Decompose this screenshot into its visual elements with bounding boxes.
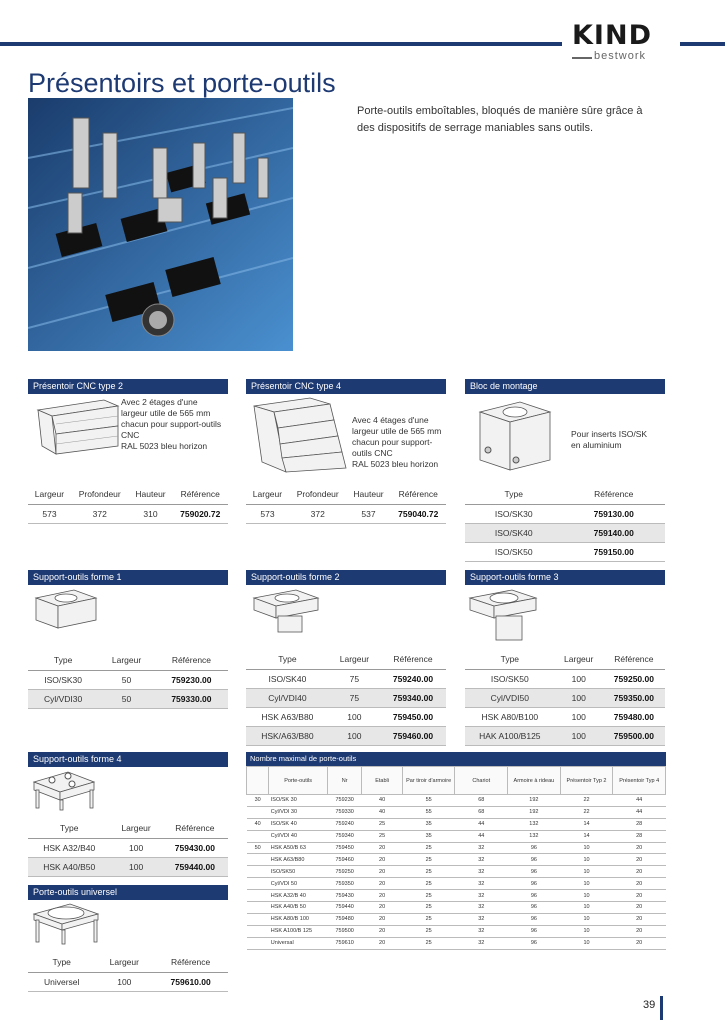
bloc-montage-drawing (476, 398, 556, 474)
col-header: Référence (153, 952, 228, 973)
max-table-cell: 25 (402, 878, 455, 890)
col-header: Armoire à rideau (508, 767, 561, 795)
cell-largeur: 100 (555, 708, 603, 727)
max-table-cell: ISO/SK 40 (269, 818, 328, 830)
brand-underline (572, 57, 592, 59)
cell-reference: 759150.00 (562, 543, 665, 562)
max-table-cell: 759500 (327, 925, 361, 937)
max-table-cell: 28 (613, 830, 666, 842)
max-table-cell (247, 937, 269, 949)
max-table-row (247, 818, 666, 830)
max-table-cell: 32 (455, 842, 508, 854)
max-table-cell: 10 (560, 913, 613, 925)
max-table-cell: 20 (613, 937, 666, 949)
table-row (246, 727, 446, 746)
max-table-cell: 32 (455, 878, 508, 890)
max-table-cell: 96 (508, 878, 561, 890)
max-table-cell: 20 (362, 878, 402, 890)
max-table-row (247, 842, 666, 854)
max-table-cell: 96 (508, 842, 561, 854)
max-table-cell: 40 (247, 818, 269, 830)
col-header: Largeur (329, 649, 380, 670)
max-table-cell: 759430 (327, 890, 361, 902)
max-table-cell: 10 (560, 842, 613, 854)
max-table-cell: ISO/SK50 (269, 866, 328, 878)
cnc-type-4-description (352, 415, 448, 470)
cell-type: ISO/SK40 (246, 670, 329, 689)
cell-largeur: 100 (555, 670, 603, 689)
porte-outils-universel-drawing (32, 902, 102, 946)
max-table-cell: 20 (613, 913, 666, 925)
col-header: Profondeur (289, 484, 347, 505)
bloc-montage-description (571, 429, 661, 451)
max-table-cell: 10 (560, 902, 613, 914)
max-table-cell: 192 (508, 806, 561, 818)
section-cnc-type-2 (28, 379, 228, 394)
table-row (465, 689, 665, 708)
max-table-row (247, 937, 666, 949)
cell-type: HSK/A63/B80 (246, 727, 329, 746)
max-table-cell: 10 (560, 866, 613, 878)
cell-largeur: 100 (555, 727, 603, 746)
max-table-cell: 25 (402, 925, 455, 937)
max-table-cell: 759450 (327, 842, 361, 854)
max-table-row (247, 795, 666, 807)
max-table-cell: 759250 (327, 866, 361, 878)
cell-largeur: 75 (329, 689, 380, 708)
cnc-type-4-drawing (250, 396, 350, 476)
section-title: Porte-outils universel (28, 885, 228, 900)
cell-reference: 759250.00 (603, 670, 665, 689)
cnc-type-2-drawing (34, 396, 122, 456)
cell-reference: 759430.00 (162, 839, 228, 858)
cell-reference: 759240.00 (380, 670, 446, 689)
col-header: Référence (380, 649, 446, 670)
max-table-cell: 25 (402, 913, 455, 925)
max-table-cell (247, 866, 269, 878)
max-table-row (247, 830, 666, 842)
cell-largeur: 573 (246, 505, 289, 524)
desc-line: Avec 4 étages d'une (352, 415, 429, 425)
page-number-bar (660, 996, 663, 1020)
max-table-cell: 10 (560, 925, 613, 937)
max-table-cell: Universal (269, 937, 328, 949)
max-table-row (247, 806, 666, 818)
page-title: Présentoirs et porte-outils (28, 68, 336, 98)
max-table-row (247, 902, 666, 914)
col-header: Type (465, 484, 562, 505)
col-header: Largeur (246, 484, 289, 505)
table-row (465, 727, 665, 746)
brand-tagline: bestwork (594, 50, 647, 62)
max-table-cell: 759230 (327, 795, 361, 807)
max-table-cell: 32 (455, 866, 508, 878)
intro-text: Porte-outils emboîtables, bloqués de manière sûre grâce à des dispositifs de serrage maniables sans outils. (357, 105, 643, 134)
desc-line: Avec 2 étages d'une (121, 397, 198, 407)
max-table-cell: 96 (508, 854, 561, 866)
max-table-cell: 759480 (327, 913, 361, 925)
max-table-cell: 44 (455, 818, 508, 830)
hero-photo-tool-display (28, 98, 293, 351)
max-table-cell: 20 (362, 842, 402, 854)
table-row (465, 670, 665, 689)
section-title: Bloc de montage (465, 379, 665, 394)
table-row (465, 524, 665, 543)
max-table-cell: HSK A63/B80 (269, 854, 328, 866)
cell-type: Universel (28, 973, 95, 992)
max-table-row (247, 854, 666, 866)
max-table-row (247, 925, 666, 937)
max-table-cell: 25 (402, 854, 455, 866)
cell-reference: 759350.00 (603, 689, 665, 708)
max-table-cell: 32 (455, 890, 508, 902)
cnc-type-4-table (246, 484, 446, 524)
table-row (28, 690, 228, 709)
cell-type: ISO/SK40 (465, 524, 562, 543)
max-table-cell: 10 (560, 937, 613, 949)
cell-reference: 759040.72 (391, 505, 446, 524)
col-header: Chariot (455, 767, 508, 795)
section-support-forme-1 (28, 570, 228, 585)
max-table-cell: HSK A80/B 100 (269, 913, 328, 925)
section-support-forme-2 (246, 570, 446, 585)
cell-reference: 759130.00 (562, 505, 665, 524)
max-table-row (247, 878, 666, 890)
table-row (246, 708, 446, 727)
max-table-cell (247, 925, 269, 937)
cell-type: HSK A63/B80 (246, 708, 329, 727)
section-title: Présentoir CNC type 4 (246, 379, 446, 394)
max-table-cell: 35 (402, 818, 455, 830)
max-table-cell: 759240 (327, 818, 361, 830)
desc-line: largeur utile de 565 mm (121, 408, 211, 418)
max-table-cell: 20 (362, 902, 402, 914)
cnc-type-2-table (28, 484, 228, 524)
max-table-cell: 96 (508, 866, 561, 878)
max-table-cell: 25 (402, 937, 455, 949)
table-row (28, 839, 228, 858)
cell-largeur: 75 (329, 670, 380, 689)
col-header: Porte-outils (269, 767, 328, 795)
bloc-montage-table (465, 484, 665, 562)
cell-reference: 759340.00 (380, 689, 446, 708)
col-header: Type (28, 818, 110, 839)
desc-line: CNC (121, 430, 140, 440)
cell-reference: 759230.00 (155, 671, 228, 690)
table-row (465, 543, 665, 562)
max-table-cell (247, 830, 269, 842)
col-header: Référence (173, 484, 228, 505)
section-title: Support-outils forme 1 (28, 570, 228, 585)
max-table-cell: 759610 (327, 937, 361, 949)
max-table-row (247, 913, 666, 925)
max-table-cell: 20 (613, 902, 666, 914)
max-table-cell: 50 (247, 842, 269, 854)
max-table-cell: 44 (613, 806, 666, 818)
col-header (247, 767, 269, 795)
max-table-cell: 20 (362, 890, 402, 902)
desc-line: en aluminium (571, 440, 622, 450)
max-table-cell: 28 (613, 818, 666, 830)
cell-reference: 759330.00 (155, 690, 228, 709)
max-table-cell: 20 (613, 866, 666, 878)
max-table-cell: 132 (508, 830, 561, 842)
cell-largeur: 50 (98, 671, 155, 690)
col-header: Type (28, 952, 95, 973)
max-table-cell: 20 (362, 866, 402, 878)
max-table-cell: 30 (247, 795, 269, 807)
cell-type: HAK A100/B125 (465, 727, 555, 746)
max-table-cell: 10 (560, 890, 613, 902)
max-table-cell: 25 (362, 818, 402, 830)
cell-type: ISO/SK30 (465, 505, 562, 524)
cell-profondeur: 372 (71, 505, 129, 524)
max-table-cell: 22 (560, 806, 613, 818)
support-forme-1-drawing (34, 588, 98, 632)
cell-type: Cyl/VDI30 (28, 690, 98, 709)
page-number: 39 (643, 999, 656, 1011)
cell-largeur: 100 (110, 858, 161, 877)
max-table-cell: 25 (402, 866, 455, 878)
col-header: Par tiroir d'armoire (402, 767, 455, 795)
cell-largeur: 100 (329, 727, 380, 746)
max-table-cell: 32 (455, 925, 508, 937)
col-header: Profondeur (71, 484, 129, 505)
max-table-cell: 32 (455, 854, 508, 866)
col-header: Nr (327, 767, 361, 795)
max-table-row (247, 866, 666, 878)
max-table-cell: 68 (455, 795, 508, 807)
max-table-cell: 44 (455, 830, 508, 842)
col-header: Etabli (362, 767, 402, 795)
desc-line: chacun pour support- (352, 437, 433, 447)
col-header: Hauteur (347, 484, 391, 505)
cell-type: HSK A80/B100 (465, 708, 555, 727)
max-table-cell (247, 806, 269, 818)
section-bloc-montage (465, 379, 665, 394)
cell-hauteur: 537 (347, 505, 391, 524)
cnc-type-2-description (121, 397, 229, 452)
table-row (465, 708, 665, 727)
brand-logo (562, 20, 680, 62)
cell-type: ISO/SK50 (465, 670, 555, 689)
col-header: Largeur (98, 650, 155, 671)
max-table-cell: 25 (402, 842, 455, 854)
desc-line: RAL 5023 bleu horizon (352, 459, 439, 469)
max-table-cell: HSK A100/B 125 (269, 925, 328, 937)
max-table-cell: 10 (560, 878, 613, 890)
support-forme-2-table (246, 649, 446, 746)
support-forme-1-table (28, 650, 228, 709)
desc-line: Pour inserts ISO/SK (571, 429, 648, 439)
cell-type: HSK A40/B50 (28, 858, 110, 877)
max-table-cell: HSK A40/B 50 (269, 902, 328, 914)
col-header: Référence (562, 484, 665, 505)
cell-hauteur: 310 (129, 505, 173, 524)
col-header: Présentoir Typ 2 (560, 767, 613, 795)
max-table-cell: 20 (613, 842, 666, 854)
max-table-cell: 14 (560, 818, 613, 830)
cell-largeur: 50 (98, 690, 155, 709)
cell-reference: 759610.00 (153, 973, 228, 992)
col-header: Référence (155, 650, 228, 671)
max-table-cell: 96 (508, 913, 561, 925)
max-table-cell: 40 (362, 795, 402, 807)
max-table-cell: 32 (455, 937, 508, 949)
col-header: Référence (162, 818, 228, 839)
cell-largeur: 100 (110, 839, 161, 858)
max-table-cell: 20 (613, 925, 666, 937)
cell-reference: 759020.72 (173, 505, 228, 524)
max-table-cell: 132 (508, 818, 561, 830)
max-table-cell: 20 (613, 890, 666, 902)
max-table-cell: Cyl/VDI 40 (269, 830, 328, 842)
desc-line: largeur utile de 565 mm (352, 426, 442, 436)
section-title: Présentoir CNC type 2 (28, 379, 228, 394)
table-row (28, 973, 228, 992)
max-table-cell: 192 (508, 795, 561, 807)
section-title: Support-outils forme 2 (246, 570, 446, 585)
cell-type: HSK A32/B40 (28, 839, 110, 858)
max-table-cell: 20 (362, 925, 402, 937)
max-table-cell: 96 (508, 937, 561, 949)
max-table-cell: 10 (560, 854, 613, 866)
desc-line: chacun pour support-outils (121, 419, 222, 429)
desc-line: outils CNC (352, 448, 393, 458)
cell-largeur: 573 (28, 505, 71, 524)
support-forme-4-table (28, 818, 228, 877)
max-table-cell: HSK A32/B 40 (269, 890, 328, 902)
max-table-cell: 759440 (327, 902, 361, 914)
max-table-cell: ISO/SK 30 (269, 795, 328, 807)
section-title: Support-outils forme 3 (465, 570, 665, 585)
cell-reference: 759460.00 (380, 727, 446, 746)
col-header: Hauteur (129, 484, 173, 505)
cell-reference: 759500.00 (603, 727, 665, 746)
col-header: Largeur (28, 484, 71, 505)
table-row (465, 505, 665, 524)
cell-type: ISO/SK50 (465, 543, 562, 562)
max-table-cell: 25 (402, 902, 455, 914)
max-table-cell: 32 (455, 913, 508, 925)
col-header: Référence (603, 649, 665, 670)
brand-name: KIND (572, 20, 652, 51)
max-table-cell: 25 (362, 830, 402, 842)
max-table-cell: 40 (362, 806, 402, 818)
max-table-row (247, 890, 666, 902)
col-header: Largeur (110, 818, 161, 839)
max-table-cell: 96 (508, 890, 561, 902)
max-table-cell: 44 (613, 795, 666, 807)
max-porte-outils-table (246, 766, 666, 950)
section-cnc-type-4 (246, 379, 446, 394)
col-header: Type (246, 649, 329, 670)
max-table-cell: 55 (402, 795, 455, 807)
support-forme-4-drawing (32, 770, 96, 812)
max-table-cell: 96 (508, 925, 561, 937)
section-porte-outils-universel (28, 885, 228, 900)
max-table-cell: 759330 (327, 806, 361, 818)
max-table-cell: 20 (362, 854, 402, 866)
max-table-cell (247, 902, 269, 914)
desc-line: RAL 5023 bleu horizon (121, 441, 208, 451)
table-row (28, 858, 228, 877)
max-table-cell: 20 (362, 937, 402, 949)
max-table-cell (247, 913, 269, 925)
cell-type: Cyl/VDI50 (465, 689, 555, 708)
table-row (28, 671, 228, 690)
table-row (246, 689, 446, 708)
max-table-cell: 22 (560, 795, 613, 807)
col-header: Présentoir Typ 4 (613, 767, 666, 795)
cell-largeur: 100 (95, 973, 153, 992)
cell-reference: 759480.00 (603, 708, 665, 727)
max-table-cell (247, 854, 269, 866)
cell-largeur: 100 (555, 689, 603, 708)
cell-type: Cyl/VDI40 (246, 689, 329, 708)
table-row (246, 670, 446, 689)
max-table-cell: 68 (455, 806, 508, 818)
max-table-cell: 25 (402, 890, 455, 902)
max-table-cell: 35 (402, 830, 455, 842)
max-table-cell: 759460 (327, 854, 361, 866)
max-table-title: Nombre maximal de porte-outils (246, 752, 666, 766)
section-support-forme-4 (28, 752, 228, 767)
porte-outils-universel-table (28, 952, 228, 992)
section-support-forme-3 (465, 570, 665, 585)
max-table-header-row (247, 767, 666, 795)
cell-reference: 759140.00 (562, 524, 665, 543)
max-table-cell: 32 (455, 902, 508, 914)
max-table-cell (247, 878, 269, 890)
max-table-cell: 55 (402, 806, 455, 818)
max-table-cell: HSK A50/B 63 (269, 842, 328, 854)
max-table-cell (247, 890, 269, 902)
max-table-cell: 14 (560, 830, 613, 842)
max-table-cell: 20 (613, 854, 666, 866)
max-table-cell: 759350 (327, 878, 361, 890)
col-header: Largeur (95, 952, 153, 973)
max-table-cell: 759340 (327, 830, 361, 842)
support-forme-3-table (465, 649, 665, 746)
col-header: Type (465, 649, 555, 670)
max-table-cell: 20 (362, 913, 402, 925)
section-title: Support-outils forme 4 (28, 752, 228, 767)
max-table-cell: Cyl/VDI 30 (269, 806, 328, 818)
col-header: Largeur (555, 649, 603, 670)
max-table-cell: 96 (508, 902, 561, 914)
table-row (246, 505, 446, 524)
col-header: Type (28, 650, 98, 671)
support-forme-2-drawing (252, 588, 322, 634)
col-header: Référence (391, 484, 446, 505)
cell-largeur: 100 (329, 708, 380, 727)
cell-reference: 759440.00 (162, 858, 228, 877)
support-forme-3-drawing (468, 588, 540, 644)
table-row (28, 505, 228, 524)
cell-profondeur: 372 (289, 505, 347, 524)
max-table-cell: Cyl/VDI 50 (269, 878, 328, 890)
cell-reference: 759450.00 (380, 708, 446, 727)
cell-type: ISO/SK30 (28, 671, 98, 690)
max-table-cell: 20 (613, 878, 666, 890)
